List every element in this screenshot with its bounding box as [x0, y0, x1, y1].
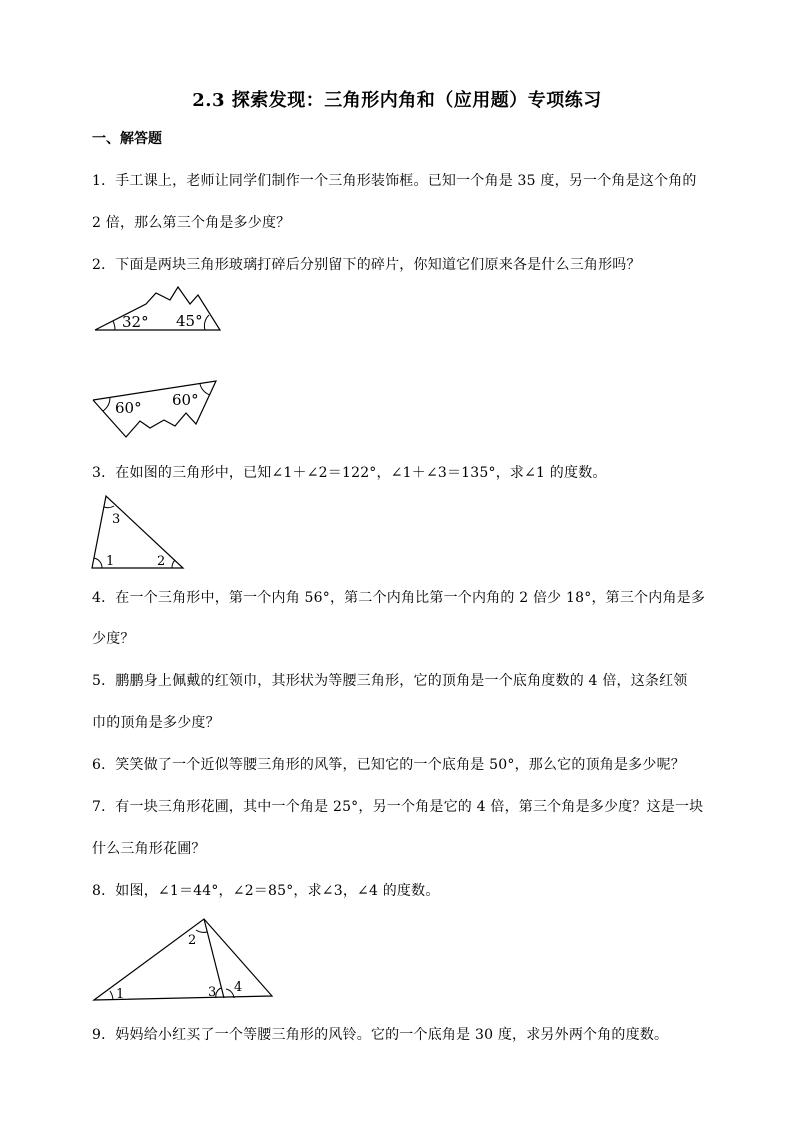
question-8-line-1: 8．如图，∠1＝44°，∠2＝85°，求∠3，∠4 的度数。: [92, 883, 440, 899]
tri3-label-2: 2: [157, 554, 166, 569]
question-6-line-1: 6．笑笑做了一个近似等腰三角形的风筝，已知它的一个底角是 50°，那么它的顶角是多少呢？: [92, 757, 685, 773]
question-9-line-1: 9．妈妈给小红买了一个等腰三角形的风铃。它的一个底角是 30 度，求另外两个角的度数。: [92, 1027, 669, 1043]
tri8-label-1: 1: [116, 987, 125, 1002]
shard2-angle-a: 60°: [115, 399, 142, 417]
tri3-label-3: 3: [112, 512, 121, 527]
question-1-line-2: 2 倍，那么第三个角是多少度？: [92, 215, 291, 231]
page-title: 2.3 探索发现：三角形内角和（应用题）专项练习: [192, 90, 602, 111]
question-7-line-2: 什么三角形花圃？: [92, 841, 206, 857]
tri8-label-2: 2: [188, 933, 197, 948]
question-5-line-2: 巾的顶角是多少度？: [92, 715, 220, 731]
shard1-angle-b: 45°: [176, 312, 203, 330]
shard2-angle-b: 60°: [172, 391, 199, 409]
question-3-line-1: 3．在如图的三角形中，已知∠1＋∠2＝122°，∠1＋∠3＝135°，求∠1 的度数。: [92, 465, 607, 481]
tri3-label-1: 1: [106, 554, 115, 569]
question-4-line-1: 4．在一个三角形中，第一个内角 56°，第二个内角比第一个内角的 2 倍少 18°，第三个内角是多: [92, 590, 706, 606]
question-4-line-2: 少度？: [92, 631, 135, 647]
question-7-line-1: 7．有一块三角形花圃，其中一个角是 25°，另一个角是它的 4 倍，第三个角是多少度？这是一块: [92, 799, 704, 815]
shard1-angle-a: 32°: [122, 313, 149, 331]
section-heading: 一、解答题: [92, 131, 162, 147]
tri8-label-4: 4: [234, 980, 243, 995]
question-2-line-1: 2．下面是两块三角形玻璃打碎后分别留下的碎片，你知道它们原来各是什么三角形吗？: [92, 257, 641, 273]
question-1-line-1: 1．手工课上，老师让同学们制作一个三角形装饰框。已知一个角是 35 度，另一个角是这个角的: [92, 173, 697, 189]
question-5-line-1: 5．鹏鹏身上佩戴的红领巾，其形状为等腰三角形，它的顶角是一个底角度数的 4 倍，这条红领: [92, 673, 688, 689]
tri8-label-3: 3: [208, 985, 217, 1000]
